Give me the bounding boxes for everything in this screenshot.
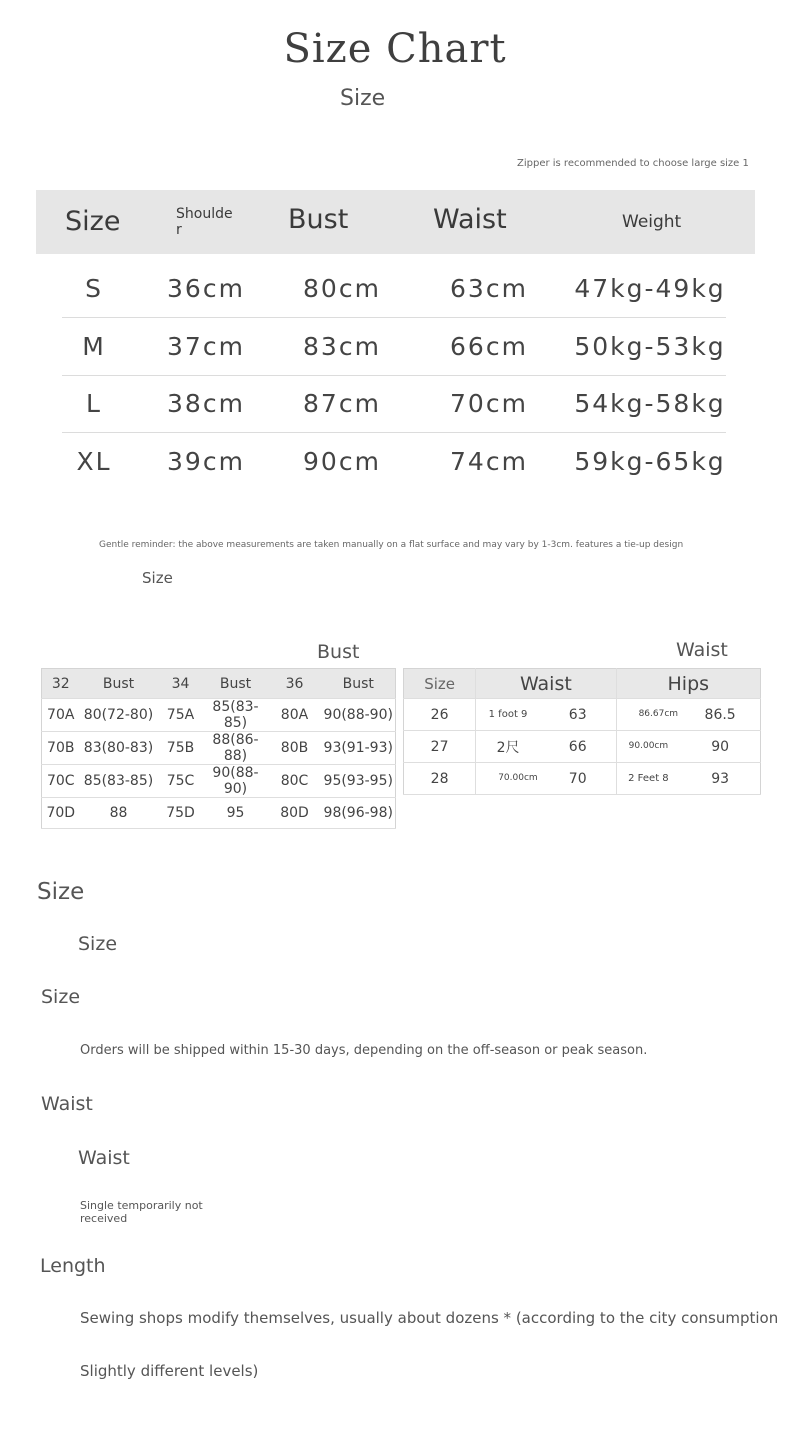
table-row [62, 375, 726, 433]
waist-note: Single temporarily not received [80, 1199, 203, 1225]
length-note-line2: Slightly different levels) [80, 1362, 259, 1380]
bust-cell: 90(88-90) [204, 765, 268, 798]
size-heading-2: Size [41, 986, 81, 1008]
hips-cell-unit: 2 Feet 8 [616, 763, 680, 795]
waist-cell-size: 26 [404, 699, 476, 731]
size-label: Size [142, 569, 173, 587]
cell-size: XL [76, 447, 112, 476]
waist-header-hips: Hips [616, 669, 760, 699]
cell-weight: 47kg-49kg [574, 274, 726, 303]
waist-cell-unit: 1 foot 9 [476, 699, 540, 731]
cell-waist: 66cm [450, 332, 528, 361]
waist-subheading: Waist [78, 1147, 130, 1169]
main-table-header [36, 190, 755, 254]
hips-cell-unit: 86.67cm [616, 699, 680, 731]
hips-cell-value: 90 [680, 731, 760, 763]
cell-shoulder: 39cm [167, 447, 245, 476]
size-heading: Size [37, 879, 85, 905]
header-shoulder: Shoulder [176, 206, 233, 238]
cell-waist: 63cm [450, 274, 528, 303]
waist-header-size: Size [404, 669, 476, 699]
cell-shoulder: 36cm [167, 274, 245, 303]
table-row [62, 260, 726, 318]
bust-header-cell: Bust [204, 669, 268, 699]
bust-cell: 95 [204, 798, 268, 829]
waist-cell-waist: 63 [540, 699, 616, 731]
waist-cell-size: 28 [404, 763, 476, 795]
table-row [42, 669, 396, 699]
bust-cell: 80B [268, 732, 322, 765]
cell-size: S [85, 274, 103, 303]
bust-cell: 85(83-85) [80, 765, 158, 798]
page-title: Size Chart [283, 26, 507, 72]
table-row [62, 433, 726, 490]
table-row [404, 699, 761, 731]
bust-header-cell: Bust [322, 669, 396, 699]
bust-cell: 80D [268, 798, 322, 829]
waist-cell-unit: 2尺 [476, 731, 540, 763]
cell-waist: 70cm [450, 389, 528, 418]
length-heading: Length [40, 1255, 106, 1277]
bust-cell: 70C [42, 765, 80, 798]
bust-cell: 88 [80, 798, 158, 829]
header-bust: Bust [288, 204, 349, 235]
length-note-line1: Sewing shops modify themselves, usually about dozens * (according to the city consumption [80, 1309, 779, 1327]
cell-waist: 74cm [450, 447, 528, 476]
bust-cell: 75D [158, 798, 204, 829]
bust-cell: 80(72-80) [80, 699, 158, 732]
bust-cell: 90(88-90) [322, 699, 396, 732]
bust-cell: 80C [268, 765, 322, 798]
zipper-note: Zipper is recommended to choose large size 1 [517, 158, 749, 169]
table-row [42, 699, 396, 732]
bust-cell: 70B [42, 732, 80, 765]
waist-table-title: Waist [676, 639, 728, 661]
bust-cell: 75B [158, 732, 204, 765]
hips-cell-value: 93 [680, 763, 760, 795]
bust-cell: 70A [42, 699, 80, 732]
waist-heading: Waist [41, 1093, 93, 1115]
measurement-reminder: Gentle reminder: the above measurements are taken manually on a flat surface and may vary by 1-3cm. features a tie-up design [99, 540, 684, 550]
cell-weight: 50kg-53kg [574, 332, 726, 361]
bust-header-cell: 36 [268, 669, 322, 699]
cell-size: L [86, 389, 102, 418]
table-row [404, 763, 761, 795]
bust-header-cell: 34 [158, 669, 204, 699]
header-waist: Waist [433, 204, 507, 235]
waist-header-waist: Waist [476, 669, 616, 699]
bust-cell: 75A [158, 699, 204, 732]
table-row [42, 732, 396, 765]
header-weight: Weight [622, 212, 682, 232]
cell-shoulder: 38cm [167, 389, 245, 418]
bust-cell: 70D [42, 798, 80, 829]
hips-cell-unit: 90.00cm [616, 731, 680, 763]
bust-header-cell: Bust [80, 669, 158, 699]
table-row [404, 731, 761, 763]
cell-bust: 90cm [303, 447, 381, 476]
page-subtitle: Size [340, 86, 386, 111]
hips-cell-value: 86.5 [680, 699, 760, 731]
cell-bust: 83cm [303, 332, 381, 361]
cell-size: M [82, 332, 106, 361]
table-row [42, 798, 396, 829]
bust-cell: 83(80-83) [80, 732, 158, 765]
waist-table [403, 668, 761, 795]
waist-cell-size: 27 [404, 731, 476, 763]
cell-weight: 59kg-65kg [574, 447, 726, 476]
cell-bust: 80cm [303, 274, 381, 303]
cell-bust: 87cm [303, 389, 381, 418]
bust-table [41, 668, 396, 829]
cell-weight: 54kg-58kg [574, 389, 726, 418]
cell-shoulder: 37cm [167, 332, 245, 361]
bust-cell: 93(91-93) [322, 732, 396, 765]
bust-cell: 88(86-88) [204, 732, 268, 765]
table-row [404, 669, 761, 699]
shipping-note: Orders will be shipped within 15-30 days, depending on the off-season or peak season. [80, 1043, 648, 1058]
size-subheading: Size [78, 933, 118, 955]
header-size: Size [65, 206, 121, 237]
bust-cell: 98(96-98) [322, 798, 396, 829]
table-row [42, 765, 396, 798]
bust-table-title: Bust [317, 641, 360, 663]
table-row [62, 318, 726, 376]
waist-cell-unit: 70.00cm [476, 763, 540, 795]
waist-cell-waist: 70 [540, 763, 616, 795]
bust-cell: 75C [158, 765, 204, 798]
bust-cell: 95(93-95) [322, 765, 396, 798]
waist-cell-waist: 66 [540, 731, 616, 763]
bust-cell: 85(83-85) [204, 699, 268, 732]
bust-header-cell: 32 [42, 669, 80, 699]
bust-cell: 80A [268, 699, 322, 732]
